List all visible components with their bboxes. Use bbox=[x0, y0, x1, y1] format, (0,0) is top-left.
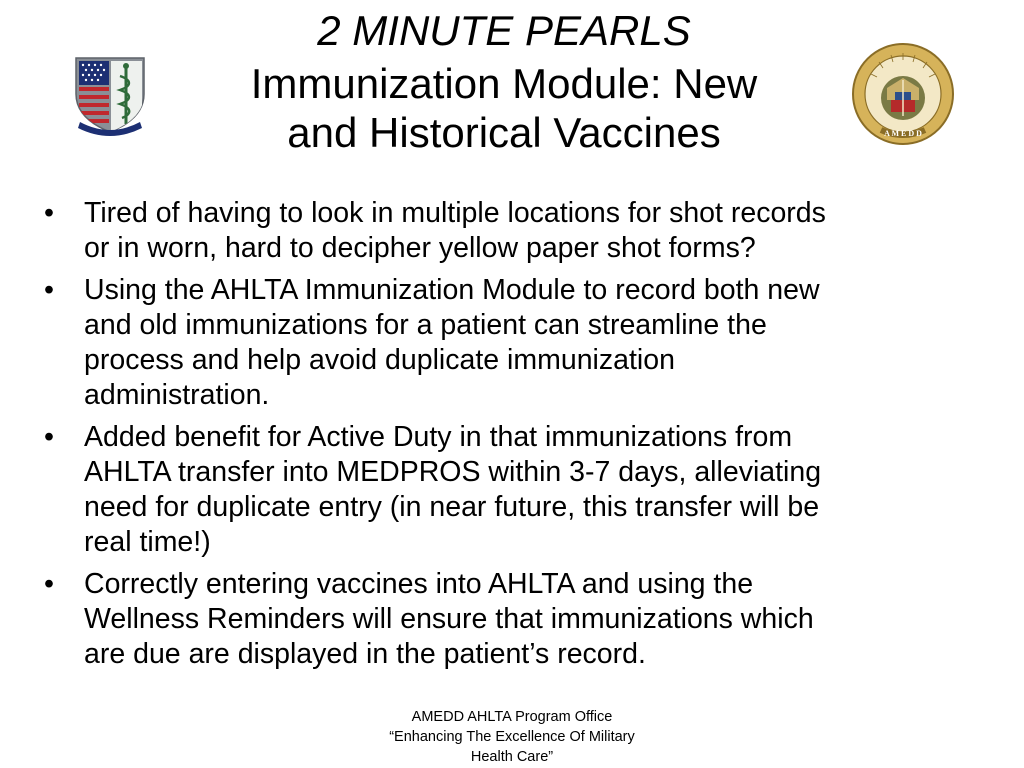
footer-line-2: “Enhancing The Excellence Of Military bbox=[389, 729, 635, 745]
svg-text:A M E D D: A M E D D bbox=[884, 129, 922, 138]
army-medical-department-shield-icon bbox=[68, 52, 152, 136]
bullet-line: administration. bbox=[84, 379, 270, 411]
bullet-line: Correctly entering vaccines into AHLTA and using the bbox=[84, 568, 754, 600]
bullet-line: or in worn, hard to decipher yellow paper shot forms? bbox=[84, 232, 756, 264]
title-kicker: 2 MINUTE PEARLS bbox=[317, 7, 691, 54]
bullet-line: AHLTA transfer into MEDPROS within 3-7 days, alleviating bbox=[84, 456, 822, 488]
bullet-line: need for duplicate entry (in near future, this transfer will be bbox=[84, 491, 820, 523]
bullet-dot-icon: • bbox=[44, 197, 54, 229]
slide-title bbox=[160, 7, 848, 157]
title-line-2: and Historical Vaccines bbox=[287, 109, 721, 156]
bullet-item bbox=[44, 420, 984, 560]
bullet-item bbox=[44, 567, 984, 672]
title-line-1: Immunization Module: New bbox=[250, 60, 758, 107]
amedd-seal-icon bbox=[851, 42, 955, 146]
bullet-line: Added benefit for Active Duty in that immunizations from bbox=[84, 421, 793, 453]
bullet-list bbox=[44, 196, 984, 679]
bullet-line: Tired of having to look in multiple locations for shot records bbox=[84, 197, 826, 229]
bullet-line: real time!) bbox=[84, 526, 211, 558]
bullet-line: Wellness Reminders will ensure that immunizations which bbox=[84, 603, 814, 635]
bullet-line: Using the AHLTA Immunization Module to record both new bbox=[84, 274, 820, 306]
bullet-dot-icon: • bbox=[44, 274, 54, 306]
bullet-dot-icon: • bbox=[44, 568, 54, 600]
bullet-item bbox=[44, 196, 984, 266]
bullet-line: and old immunizations for a patient can streamline the bbox=[84, 309, 767, 341]
bullet-item bbox=[44, 273, 984, 413]
bullet-line: process and help avoid duplicate immunization bbox=[84, 344, 675, 376]
bullet-dot-icon: • bbox=[44, 421, 54, 453]
bullet-line: are due are displayed in the patient’s record. bbox=[84, 638, 646, 670]
footer-line-3: Health Care” bbox=[470, 749, 554, 765]
footer-line-1: AMEDD AHLTA Program Office bbox=[411, 709, 613, 725]
footer bbox=[362, 707, 662, 767]
